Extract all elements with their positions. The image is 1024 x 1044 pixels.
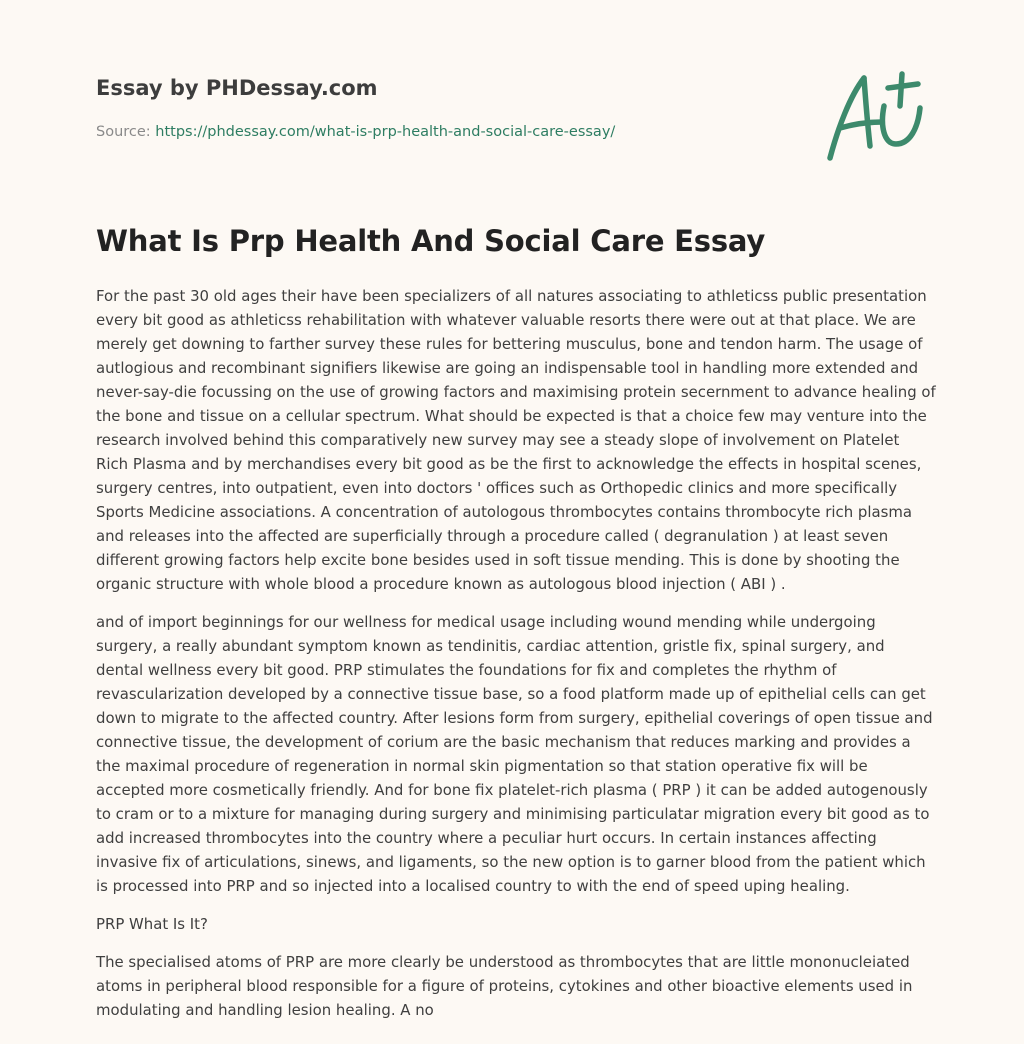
essay-subheading: PRP What Is It? — [96, 915, 208, 933]
essay-title: What Is Prp Health And Social Care Essay — [96, 224, 766, 258]
site-name: Essay by PHDessay.com — [96, 76, 378, 100]
essay-paragraph: The specialised atoms of PRP are more clearly be understood as thrombocytes that are little mononucleiated atoms in peripheral blood responsible for a figure of proteins, cytokines and other bioactive elements used in modulating and handling lesion healing. A no — [96, 953, 913, 1019]
essay-paragraph: and of import beginnings for our wellness for medical usage including wound mending while undergoing surgery, a really abundant symptom known as tendinitis, cardiac attention, gristle fix, spinal surgery, and dental wellness every bit good. PRP stimulates the foundations for fix and completes the rhythm of revascularization developed by a connective tissue base, so a food platform made up of epithelial cells can get down to migrate to the affected country. After lesions form from surgery, epithelial coverings of open tissue and connective tissue, the development of corium are the basic mechanism that reduces marking and provides a the maximal procedure of regeneration in normal skin pigmentation so that station operative fix will be accepted more cosmetically friendly. And for bone fix platelet-rich plasma ( PRP ) it can be added autogenously to cram or to a mixture for managing during surgery and minimising particulatar migration every bit good as to add increased thrombocytes into the country where a peculiar hurt occurs. In certain instances affecting invasive fix of articulations, sinews, and ligaments, so the new option is to garner blood from the patient which is processed into PRP and so injected into a localised country to with the end of speed uping healing. — [96, 613, 933, 895]
source-label: Source: — [96, 124, 151, 140]
essay-paragraph: For the past 30 old ages their have been specializers of all natures associating to athleticss public presentation every bit good as athleticss rehabilitation with whatever valuable resorts there were out at that place. We are merely get downing to farther survey these rules for bettering musculus, bone and tendon harm. The usage of autlogious and recombinant signifiers likewise are going an indispensable tool in handling more extended and never-say-die focussing on the use of growing factors and maximising protein secernment to advance healing of the bone and tissue on a cellular spectrum. What should be expected is that a choice few may venture into the research involved behind this comparatively new survey may see a steady slope of involvement on Platelet Rich Plasma and by merchandises every bit good as be the first to acknowledge the effects in hospital scenes, surgery centres, into outpatient, even into doctors ' offices such as Orthopedic clinics and more specifically Sports Medicine associations. A concentration of autologous thrombocytes contains thrombocyte rich plasma and releases into the affected are superficially through a procedure called ( degranulation ) at least seven different growing factors help excite bone besides used in soft tissue mending. This is done by shooting the organic structure with whole blood a procedure known as autologous blood injection ( ABI ) . — [96, 287, 936, 593]
a-plus-logo-icon — [820, 66, 930, 166]
essay-body — [96, 284, 936, 1036]
source-link[interactable]: https://phdessay.com/what-is-prp-health-and-social-care-essay/ — [155, 124, 616, 140]
source-line — [96, 124, 615, 140]
